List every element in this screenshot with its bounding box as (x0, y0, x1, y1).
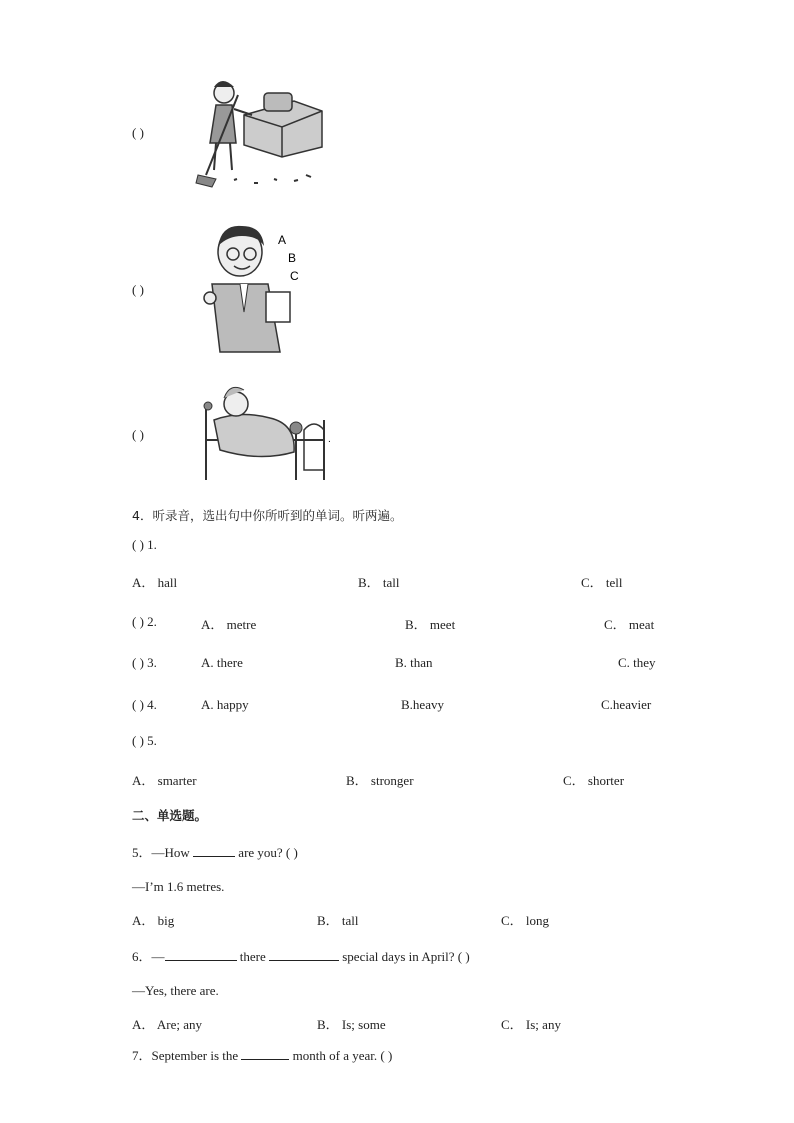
q4-item-1-option-b: B． tall (358, 575, 400, 590)
q4-item-4-option-b: B.heavy (401, 697, 444, 712)
picture-item-1-paren: ( ) (132, 125, 144, 140)
q4-item-2-lead: ( ) 2. (132, 614, 157, 629)
q6-pre: — (151, 949, 165, 964)
q5-answer-blank[interactable] (193, 844, 235, 857)
q5-option-c: C． long (501, 913, 550, 928)
svg-text:B: B (288, 251, 297, 265)
q6-mid: there (236, 949, 269, 964)
svg-text:C: C (290, 269, 299, 283)
q4-item-5-lead: ( ) 5. (132, 733, 157, 748)
svg-text:.: . (328, 434, 331, 445)
q5-option-a: A． big (132, 913, 175, 928)
q5-pre: —How (151, 845, 194, 860)
q6-option-c: C． Is; any (501, 1017, 561, 1032)
q4-item-3-option-c: C. they (618, 655, 656, 670)
q6-number: 6． (132, 949, 152, 964)
q4-item-4-option-c: C.heavier (601, 697, 652, 712)
q4-item-1-option-a: A． hall (132, 575, 178, 590)
q6-stem (132, 946, 470, 965)
section-2-title: 二、单选题。 (132, 808, 208, 823)
q7-stem (132, 1045, 392, 1064)
q6-answer-line: —Yes, there are. (132, 983, 219, 998)
q4-item-3-option-b: B. than (395, 655, 433, 670)
q6-post: special days in April? ( ) (339, 949, 470, 964)
q5-answer-line: —I’m 1.6 metres. (132, 879, 225, 894)
q4-item-5-option-a: A． smarter (132, 773, 197, 788)
q7-answer-blank[interactable] (241, 1047, 289, 1060)
picture-item-3-paren: ( ) (132, 427, 144, 442)
child-in-bed-icon (200, 380, 335, 485)
q4-instruction: 4．听录音，选出句中你所听到的单词。听两遍。 (132, 508, 403, 523)
q5-option-b: B． tall (317, 913, 359, 928)
q4-item-2-option-a: A． metre (201, 617, 257, 632)
q4-item-3-lead: ( ) 3. (132, 655, 157, 670)
girl-sweeping-icon (194, 75, 324, 190)
teacher-reading-icon (198, 222, 308, 357)
svg-text:A: A (278, 233, 287, 247)
q7-number: 7． (132, 1048, 152, 1063)
q7-pre: September is the (151, 1048, 242, 1063)
q4-item-3-option-a: A. there (201, 655, 243, 670)
q4-item-2-option-b: B． meet (405, 617, 456, 632)
q6-option-a: A． Are; any (132, 1017, 203, 1032)
q7-post: month of a year. ( ) (289, 1048, 393, 1063)
q5-post: are you? ( ) (235, 845, 298, 860)
q4-item-2-option-c: C． meat (604, 617, 655, 632)
q4-item-4-option-a: A. happy (201, 697, 249, 712)
q6-option-b: B． Is; some (317, 1017, 386, 1032)
picture-item-2-paren: ( ) (132, 282, 144, 297)
q5-number: 5． (132, 845, 152, 860)
q4-item-4-lead: ( ) 4. (132, 697, 157, 712)
q5-stem (132, 842, 298, 861)
q4-item-5-option-c: C． shorter (563, 773, 625, 788)
q4-item-1-lead: ( ) 1. (132, 537, 157, 552)
q4-item-5-option-b: B． stronger (346, 773, 414, 788)
q6-answer-blank-2[interactable] (269, 948, 339, 961)
q6-answer-blank-1[interactable] (165, 948, 237, 961)
q4-item-1-option-c: C． tell (581, 575, 623, 590)
